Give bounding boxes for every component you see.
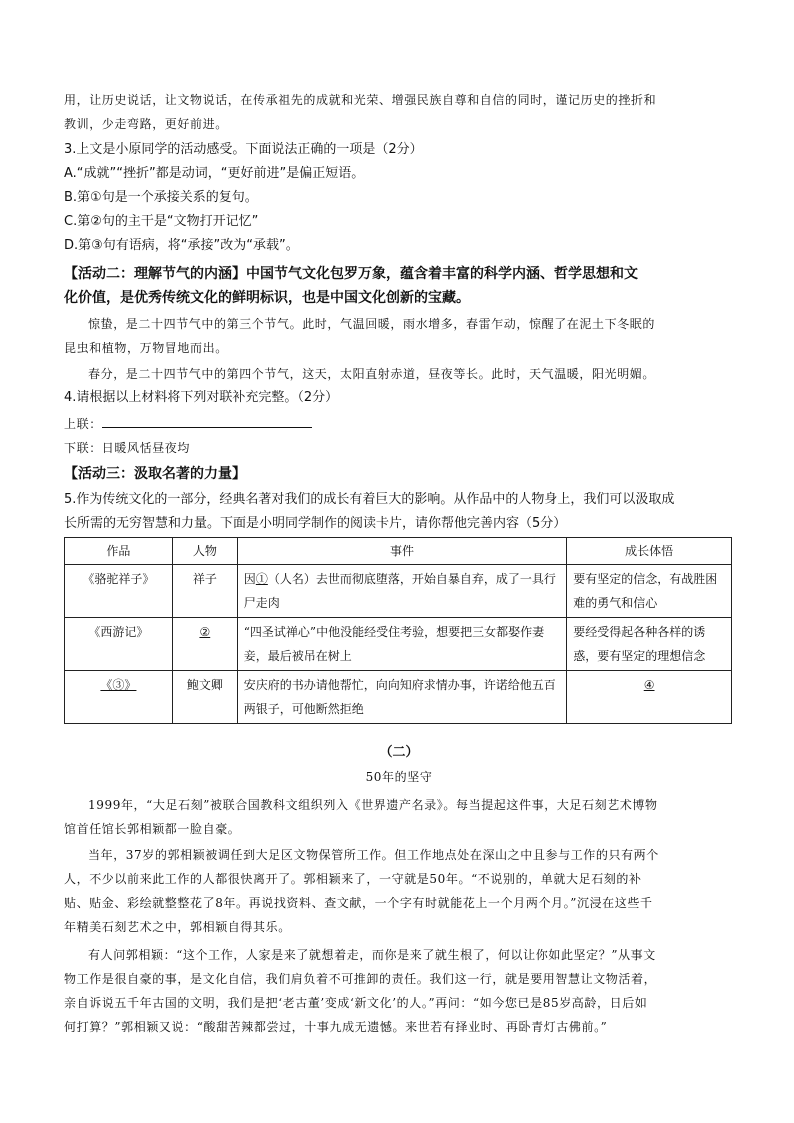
essay-p3-line-1: 有人问郭相颖：“这个工作，人家是来了就想着走，而你是来了就生根了，何以让你如此坚定？”从事文 [88,948,656,962]
chunfen-paragraph [64,362,734,386]
question-5 [64,488,734,536]
table-row [65,618,732,671]
section-2-number: （二） [379,745,419,760]
blank-2[interactable]: ② [172,618,237,671]
header-work: 作品 [65,538,173,565]
couplet [64,412,734,460]
intro-paragraph [64,88,734,136]
chunfen-line: 春分，是二十四节气中的第四个节气，这天，太阳直射赤道，昼夜等长。此时，天气温暖，阳光明媚。 [88,367,656,381]
cell-person: 鲍文卿 [172,671,237,724]
cell-event: 安庆府的书办请他帮忙，向向知府求情办事，许诺给他五百两银子，可他断然拒绝 [237,671,566,724]
essay-p2-line-2: 人，不少以前来此工作的人都很快离开了。郭相颖来了，一守就是50年。“不说别的，单就大足石刻的补 [64,872,642,886]
essay-p2-line-4: 年精美石刻艺术之中，郭相颖自得其乐。 [64,920,291,934]
section-2-title: 50年的坚守 [365,770,433,784]
lower-couplet: 下联：日暖风恬昼夜均 [64,441,191,455]
essay-paragraph-2 [64,843,734,939]
cell-insight: 要经受得起各种各样的诱惑，要有坚定的理想信念 [567,618,732,671]
essay-p1-line-2: 馆首任馆长郭相颖都一脸自豪。 [64,822,241,836]
table-row [65,565,732,618]
question-5-line-2: 长所需的无穷智慧和力量。下面是小明同学制作的阅读卡片，请你帮他完善内容（5分） [64,516,567,531]
header-event: 事件 [237,538,566,565]
cell-work: 《西游记》 [65,618,173,671]
question-4-stem: 4.请根据以上材料将下列对联补充完整。（2分） [64,390,339,405]
option-d: D.第③句有语病，将“承接”改为“承载”。 [64,238,299,253]
essay-p2-line-1: 当年，37岁的郭相颖被调任到大足区文物保管所工作。但工作地点处在深山之中且参与工作的只有两个 [88,848,659,862]
header-insight: 成长体悟 [567,538,732,565]
table-header-row [65,538,732,565]
question-3-stem: 3.上文是小原同学的活动感受。下面说法正确的一项是（2分） [64,142,423,157]
essay-paragraph-3 [64,943,734,1039]
reading-card-table [64,537,732,724]
question-5-line-1: 5.作为传统文化的一部分，经典名著对我们的成长有着巨大的影响。从作品中的人物身上，我们可以汲取成 [64,492,675,507]
option-a: A.“成就”“挫折”都是动词，“更好前进”是偏正短语。 [64,166,365,181]
essay-p3-line-4: 何打算？”郭相颖又说：“酸甜苦辣都尝过，十事九成无遗憾。来世若有择业时、再卧青灯古佛前。” [64,1020,608,1034]
option-c: C.第②句的主干是“文物打开记忆” [64,214,259,229]
cell-work: 《骆驼祥子》 [65,565,173,618]
blank-4[interactable]: ④ [567,671,732,724]
activity-2-line-2: 化价值，是优秀传统文化的鲜明标识，也是中国文化创新的宝藏。 [64,290,470,306]
blank-3[interactable]: 《③》 [65,671,173,724]
essay-paragraph-1 [64,793,734,841]
jingzhe-line-1: 惊蛰，是二十四节气中的第三个节气。此时，气温回暖，雨水增多，春雷乍动，惊醒了在泥土下冬眠的 [88,317,656,331]
cell-event [237,565,566,618]
jingzhe-line-2: 昆虫和植物，万物冒地而出。 [64,341,228,355]
option-b: B.第①句是一个承接关系的复句。 [64,190,258,205]
intro-line-1: 用，让历史说话，让文物说话，在传承祖先的成就和光荣、增强民族自尊和自信的同时，谨记历史的挫折和 [64,93,657,107]
essay-p3-line-3: 亲自诉说五千年古国的文明，我们是把‘老古董’变成‘新文化’的人。”再问：“如今您已是85岁高龄，日后如 [64,996,648,1010]
activity-2-heading [64,262,734,310]
upper-couplet-blank[interactable] [102,413,312,428]
question-4 [64,386,734,410]
essay-p1-line-1: 1999年，“大足石刻”被联合国教科文组织列入《世界遗产名录》。每当提起这件事，大足石刻艺术博物 [88,798,658,812]
cell-event: “四圣试禅心”中他没能经受住考验，想要把三女都娶作妻妾，最后被吊在树上 [237,618,566,671]
essay-p2-line-3: 贴、贴金、彩绘就整整花了8年。再说找资料、查文献，一个字有时就能花上一个月两个月。”沉浸在这些千 [64,896,653,910]
essay-p3-line-2: 物工作是很自豪的事，是文化自信，我们肩负着不可推卸的责任。我们这一行，就是要用智慧让文物活着， [64,972,657,986]
event-prefix: 因 [243,572,256,586]
activity-3-heading [64,462,734,486]
question-3 [64,138,734,258]
table-row [65,671,732,724]
intro-line-2: 教训，少走弯路，更好前进。 [64,117,228,131]
blank-1[interactable]: ① [255,572,268,586]
jingzhe-paragraph [64,312,734,360]
cell-insight: 要有坚定的信念，有战胜困难的勇气和信心 [567,565,732,618]
event-suffix: （人名）去世而彻底堕落，开始自暴自弃，成了一具行尸走肉 [243,572,556,610]
activity-2-line-1: 【活动二：理解节气的内涵】中国节气文化包罗万象，蕴含着丰富的科学内涵、哲学思想和文 [64,266,638,282]
activity-3-title: 【活动三：汲取名著的力量】 [64,466,246,482]
upper-couplet-label: 上联： [64,417,102,431]
header-person: 人物 [172,538,237,565]
cell-person: 祥子 [172,565,237,618]
upper-couplet [64,412,734,436]
